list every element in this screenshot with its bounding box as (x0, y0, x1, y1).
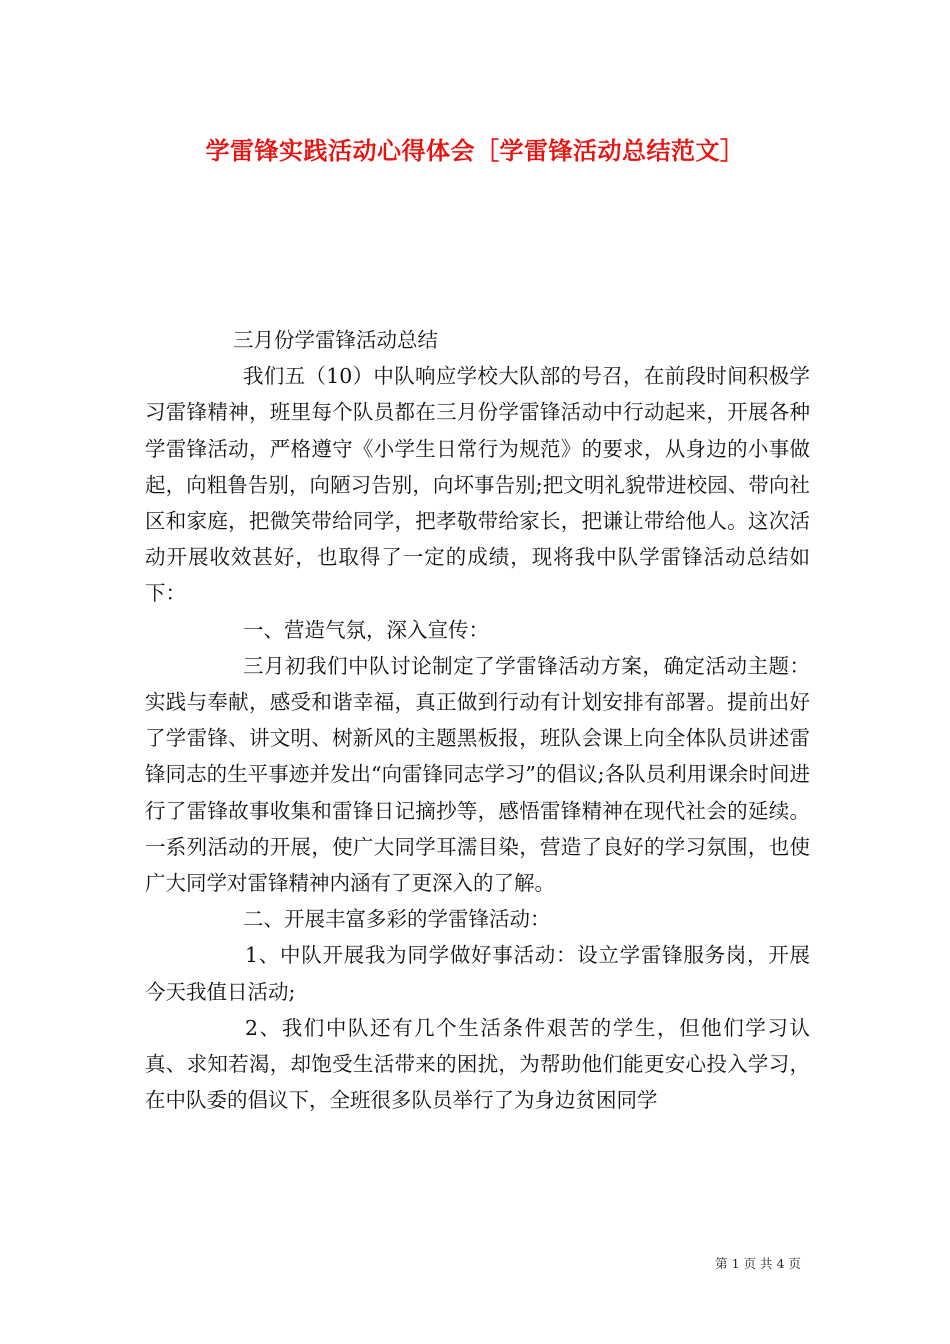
page-indicator: 第 1 页 共 4 页 (715, 1256, 801, 1271)
page-title: 学雷锋实践活动心得体会［学雷锋活动总结范文］ (205, 136, 745, 165)
paragraph-section-1: 三月初我们中队讨论制定了学雷锋活动方案，确定活动主题：实践与奉献，感受和谐幸福，真正做到行动有计划安排有部署。提前出好了学雷锋、讲文明、树新风的主题黑板报，班队会课上向全体队员讲述雷锋同志的生平事迹并发出“向雷锋同志学习”的倡议;各队员利用课余时间进行了雷锋故事收集和雷锋日记摘抄等，感悟雷锋精神在现代社会的延续。一系列活动的开展，使广大同学耳濡目染，营造了良好的学习氛围，也使广大同学对雷锋精神内涵有了更深入的了解。 (145, 653, 810, 896)
document-subtitle: 三月份学雷锋活动总结 (233, 328, 438, 352)
paragraph-intro: 我们五（10）中队响应学校大队部的号召，在前段时间积极学习雷锋精神，班里每个队员都在三月份学雷锋活动中行动起来，开展各种学雷锋活动，严格遵守《小学生日常行为规范》的要求，从身边的小事做起，向粗鲁告别，向陋习告别，向坏事告别;把文明礼貌带进校园、带向社区和家庭，把微笑带给同学，把孝敬带给家长，把谦让带给他人。这次活动开展收效甚好，也取得了一定的成绩，现将我中队学雷锋活动总结如下： (145, 364, 810, 606)
section-heading-2: 二、开展丰富多彩的学雷锋活动： (243, 907, 551, 932)
paragraph-item-2: 2、我们中队还有几个生活条件艰苦的学生，但他们学习认真、求知若渴，却饱受生活带来的困扰，为帮助他们能更安心投入学习，在中队委的倡议下，全班很多队员举行了为身边贫困同学 (145, 1015, 810, 1113)
paragraph-item-1: 1、中队开展我为同学做好事活动：设立学雷锋服务岗，开展今天我值日活动; (145, 943, 810, 1004)
document-body (145, 322, 810, 1118)
section-heading-1: 一、营造气氛，深入宣传： (243, 617, 489, 642)
